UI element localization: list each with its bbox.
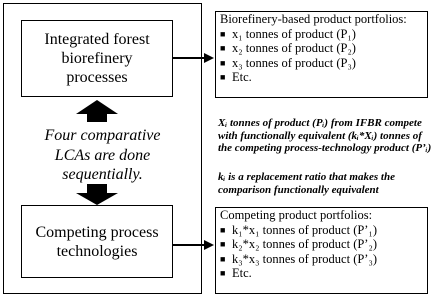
bullet-icon: ■ xyxy=(220,253,226,264)
portfolio-item-text: x₂ tonnes of product (P₂) xyxy=(232,41,356,55)
biorefinery-portfolio-title: Biorefinery-based product portfolios: xyxy=(220,12,407,26)
bullet-icon: ■ xyxy=(220,28,226,39)
competing-portfolio-title: Competing product portfolios: xyxy=(220,208,373,222)
replacement-ratio-line-1: kᵢ is a replacement ratio that makes the xyxy=(218,171,395,183)
top-box-line-3: processes xyxy=(66,69,128,86)
portfolio-item-text: k₁*x₁ tonnes of product (P’₁) xyxy=(232,222,377,237)
bullet-icon: ■ xyxy=(220,239,226,249)
bullet-icon: ■ xyxy=(220,43,226,53)
portfolio-item-text: Etc. xyxy=(232,70,252,84)
replacement-ratio-line-2: comparison functionally equivalent xyxy=(218,183,379,196)
up-arrow-icon xyxy=(76,100,118,122)
portfolio-item-text: Etc. xyxy=(232,266,252,280)
top-box-line-1: Integrated forest xyxy=(44,31,150,48)
portfolio-item-text: k₃*x₃ tonnes of product (P’₃) xyxy=(232,251,377,266)
bullet-icon: ■ xyxy=(220,72,226,82)
bullet-icon: ■ xyxy=(220,57,226,68)
bottom-box-line-2: technologies xyxy=(56,242,138,260)
note-line-3: sequentially. xyxy=(62,166,143,183)
bottom-box-line-1: Competing process xyxy=(35,223,159,241)
note-line-1: Four comparative xyxy=(44,127,161,144)
bullet-icon: ■ xyxy=(220,224,226,235)
top-box-line-2: biorefinery xyxy=(61,50,133,67)
comparison-note-line-3: the competing process-technology product (P’ᵢ) xyxy=(218,142,432,154)
portfolio-item-text: x₁ tonnes of product (P₁) xyxy=(232,26,356,41)
portfolio-item-text: k₂*x₂ tonnes of product (P’₂) xyxy=(232,237,377,251)
bullet-icon: ■ xyxy=(220,268,226,278)
down-arrow-icon xyxy=(76,184,118,205)
comparison-note-line-2: with functionally equivalent (kᵢ*Xᵢ) tonnes of xyxy=(218,129,422,142)
note-line-2: LCAs are done xyxy=(54,146,151,164)
portfolio-item-text: x₃ tonnes of product (P₃) xyxy=(232,55,356,70)
comparison-note-line-1: Xᵢ tonnes of product (Pᵢ) from IFBR compete xyxy=(218,117,422,129)
